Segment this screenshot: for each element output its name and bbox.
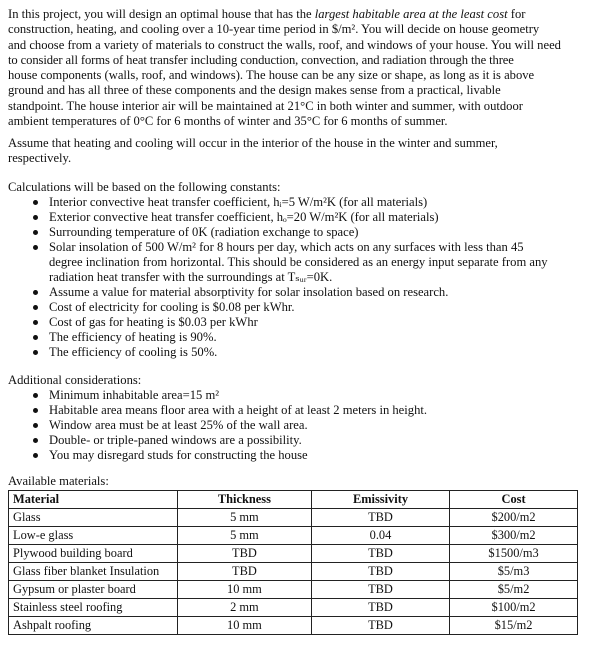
calculations-list: [8, 195, 583, 360]
additional-list: [8, 388, 583, 463]
calculations-section: [8, 180, 583, 360]
assume-line: respectively.: [8, 151, 72, 166]
table-row: Plywood building board TBD TBD $1500/m3: [9, 545, 578, 563]
list-item: Window area must be at least 25% of the wall area.: [8, 418, 583, 433]
column-header: Cost: [450, 491, 578, 509]
column-header: Emissivity: [311, 491, 449, 509]
column-header: Thickness: [178, 491, 312, 509]
additional-heading: Additional considerations:: [8, 373, 142, 387]
calculations-heading: Calculations will be based on the following constants:: [8, 180, 281, 194]
intro-line: ground and has all three of these components and the design makes sense from a practical, livable: [8, 83, 501, 98]
list-item: Minimum inhabitable area=15 m²: [8, 388, 583, 403]
list-item: Double- or triple-paned windows are a possibility.: [8, 433, 583, 448]
intro-line: construction, heating, and cooling over a 10-year time period in $/m². You will decide on house geometry: [8, 22, 540, 37]
list-item: Interior convective heat transfer coefficient, hᵢ=5 W/m²K (for all materials): [8, 195, 583, 210]
table-row: Glass fiber blanket Insulation TBD TBD $5/m3: [9, 563, 578, 581]
column-header: Material: [9, 491, 178, 509]
list-item: The efficiency of cooling is 50%.: [8, 345, 583, 360]
list-item: Exterior convective heat transfer coefficient, hₒ=20 W/m²K (for all materials): [8, 210, 583, 225]
list-item: Cost of gas for heating is $0.03 per kWhr: [8, 315, 583, 330]
list-item: Assume a value for material absorptivity for solar insolation based on research.: [8, 285, 583, 300]
intro-line: In this project, you will design an optimal house that has the largest habitable area at the least cost for: [8, 7, 526, 21]
list-item: The efficiency of heating is 90%.: [8, 330, 583, 345]
intro-line: house components (walls, roof, and windows). The house can be any size or shape, as long as it is above: [8, 68, 535, 83]
table-row: Low-e glass 5 mm 0.04 $300/m2: [9, 527, 578, 545]
intro-line: to consider all forms of heat transfer including conduction, convection, and radiation through the three: [8, 52, 514, 67]
emphasis-text: largest habitable area at the least cost: [314, 7, 508, 21]
list-item: Solar insolation of 500 W/m² for 8 hours per day, which acts on any surfaces with less than 45 degree inclination from horizontal. This should be considered as an energy input separate from any radiation heat transfer with the surroundings at Tₛᵤᵣ=0K.: [8, 240, 583, 285]
intro-line: and choose from a variety of materials to construct the walls, roof, and windows of your house. You will need: [8, 37, 561, 52]
assume-line: Assume that heating and cooling will occur in the interior of the house in the winter and summer,: [8, 136, 498, 150]
list-item: Surrounding temperature of 0K (radiation exchange to space): [8, 225, 583, 240]
materials-table: [8, 490, 578, 635]
table-row: Glass 5 mm TBD $200/m2: [9, 509, 578, 527]
table-row: Ashpalt roofing 10 mm TBD $15/m2: [9, 617, 578, 635]
table-row: Stainless steel roofing 2 mm TBD $100/m2: [9, 599, 578, 617]
intro-line: ambient temperatures of 0°C for 6 months of winter and 35°C for 6 months of summer.: [8, 114, 448, 129]
assume-paragraph: [8, 136, 583, 167]
table-row: Gypsum or plaster board 10 mm TBD $5/m2: [9, 581, 578, 599]
list-item: Habitable area means floor area with a height of at least 2 meters in height.: [8, 403, 583, 418]
table-header-row: [9, 491, 578, 509]
materials-label: Available materials:: [8, 474, 109, 488]
additional-section: [8, 373, 583, 463]
intro-line: standpoint. The house interior air will be maintained at 21°C in both winter and summer, with outdoor: [8, 98, 523, 113]
intro-paragraph: [8, 7, 583, 129]
list-item: You may disregard studs for constructing the house: [8, 448, 583, 463]
list-item: Cost of electricity for cooling is $0.08 per kWhr.: [8, 300, 583, 315]
